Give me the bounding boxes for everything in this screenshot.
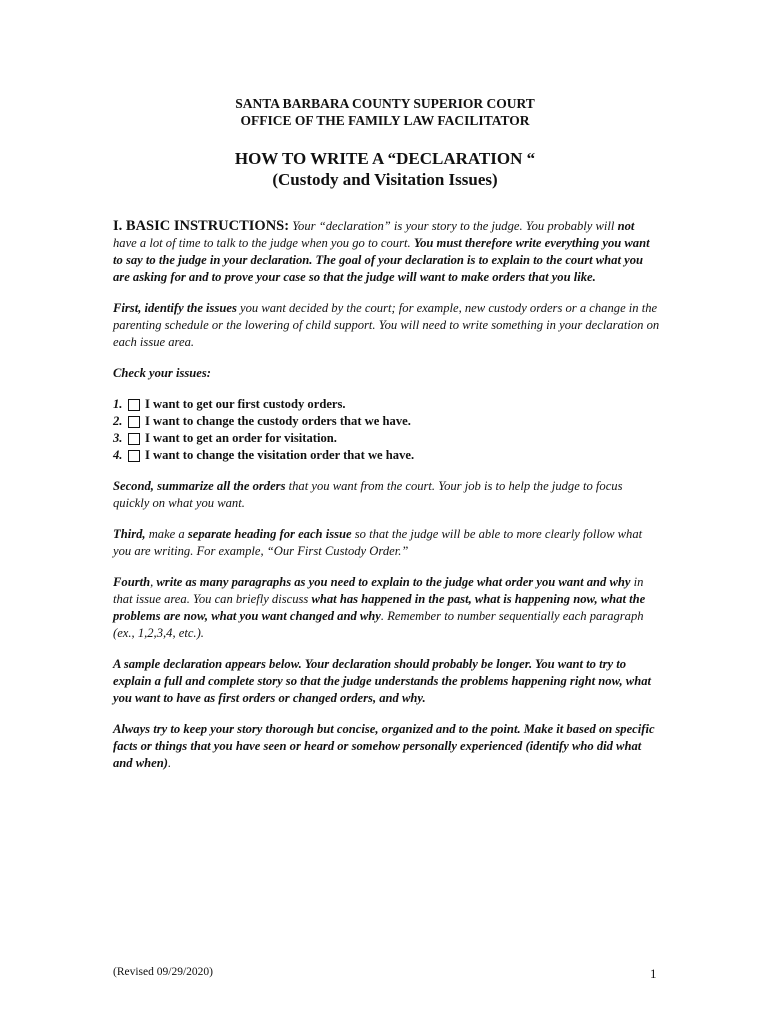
emphasis: First, identify the issues bbox=[113, 301, 237, 315]
issue-row bbox=[113, 413, 661, 430]
issue-label: I want to change the custody orders that we have. bbox=[145, 414, 411, 428]
document-title bbox=[0, 148, 770, 190]
text: that you want from the court. Your job is to help the judge to focus quickly on what you want. bbox=[113, 479, 623, 510]
emphasis: not bbox=[617, 219, 635, 233]
issue-row bbox=[113, 447, 661, 464]
title-line-1: HOW TO WRITE A “DECLARATION “ bbox=[234, 149, 536, 168]
emphasis: Always try to keep your story thorough but concise, organized and to the point. Make it based on specific facts or things that you have seen or heard or somehow personally experienced (identify who did what and when) bbox=[113, 722, 655, 770]
court-name: SANTA BARBARA COUNTY SUPERIOR COURT bbox=[235, 96, 535, 111]
first-paragraph bbox=[113, 300, 661, 351]
text: in that issue area. You can briefly discuss bbox=[113, 575, 644, 606]
basic-instructions-paragraph bbox=[113, 218, 661, 286]
emphasis: what has happened in the past, what is happening now, what the problems are now, what you want changed and why bbox=[113, 592, 646, 623]
text: . Remember to number sequentially each paragraph (ex., 1,2,3,4, etc.). bbox=[113, 609, 644, 640]
issue-number: 4. bbox=[113, 448, 123, 462]
issue-row bbox=[113, 430, 661, 447]
court-header bbox=[0, 95, 770, 129]
issue-number: 1. bbox=[113, 397, 123, 411]
text: so that the judge will be able to more clearly follow what you are writing. For example, “Our First Custody Order.” bbox=[113, 527, 643, 558]
emphasis: Second, summarize all the orders bbox=[113, 479, 286, 493]
text: you want decided by the court; for example, new custody orders or a change in the parenting schedule or the lowering of child support. You will need to write something in your declaration on each issue area. bbox=[113, 301, 660, 349]
text: Your “declaration” is your story to the judge. You probably will bbox=[289, 219, 618, 233]
revision-date: (Revised 09/29/2020) bbox=[113, 966, 213, 978]
document-body bbox=[113, 218, 661, 786]
emphasis: write as many paragraphs as you need to explain to the judge what order you want and why bbox=[156, 575, 631, 589]
issue-label: I want to get our first custody orders. bbox=[145, 397, 346, 411]
issue-label: I want to get an order for visitation. bbox=[145, 431, 337, 445]
second-paragraph bbox=[113, 478, 661, 512]
issue-number: 2. bbox=[113, 414, 123, 428]
text: have a lot of time to talk to the judge when you go to court. bbox=[113, 236, 414, 250]
always-paragraph bbox=[113, 721, 661, 772]
issue-checkbox[interactable] bbox=[128, 416, 140, 428]
issue-row bbox=[113, 396, 661, 413]
sample-paragraph: A sample declaration appears below. Your declaration should probably be longer. You want to try to explain a full and complete story so that the judge understands the problems happening right now, what you want to have as first orders or changed orders, and why. bbox=[113, 657, 652, 705]
text: . bbox=[167, 756, 172, 770]
fourth-paragraph bbox=[113, 574, 661, 642]
title-line-2: (Custody and Visitation Issues) bbox=[272, 170, 498, 189]
emphasis: separate heading for each issue bbox=[187, 527, 352, 541]
text: make a bbox=[145, 527, 188, 541]
text: , bbox=[150, 575, 157, 589]
emphasis: You must therefore write everything you want to say to the judge in your declaration. The goal of your declaration is to explain to the court what you are asking for and to prove your case so that the judge will want to make orders that you like. bbox=[113, 236, 650, 284]
check-issues-heading: Check your issues: bbox=[113, 366, 211, 380]
issue-checklist bbox=[113, 396, 661, 464]
emphasis: Third, bbox=[113, 527, 146, 541]
issue-checkbox[interactable] bbox=[128, 433, 140, 445]
office-name: OFFICE OF THE FAMILY LAW FACILITATOR bbox=[240, 113, 530, 128]
section-heading: I. BASIC INSTRUCTIONS: bbox=[113, 218, 290, 234]
issue-checkbox[interactable] bbox=[128, 399, 140, 411]
third-paragraph bbox=[113, 526, 661, 560]
page-number: 1 bbox=[650, 966, 657, 981]
emphasis: Fourth bbox=[113, 575, 151, 589]
issue-checkbox[interactable] bbox=[128, 450, 140, 462]
issue-label: I want to change the visitation order that we have. bbox=[145, 448, 415, 462]
issue-number: 3. bbox=[113, 431, 123, 445]
